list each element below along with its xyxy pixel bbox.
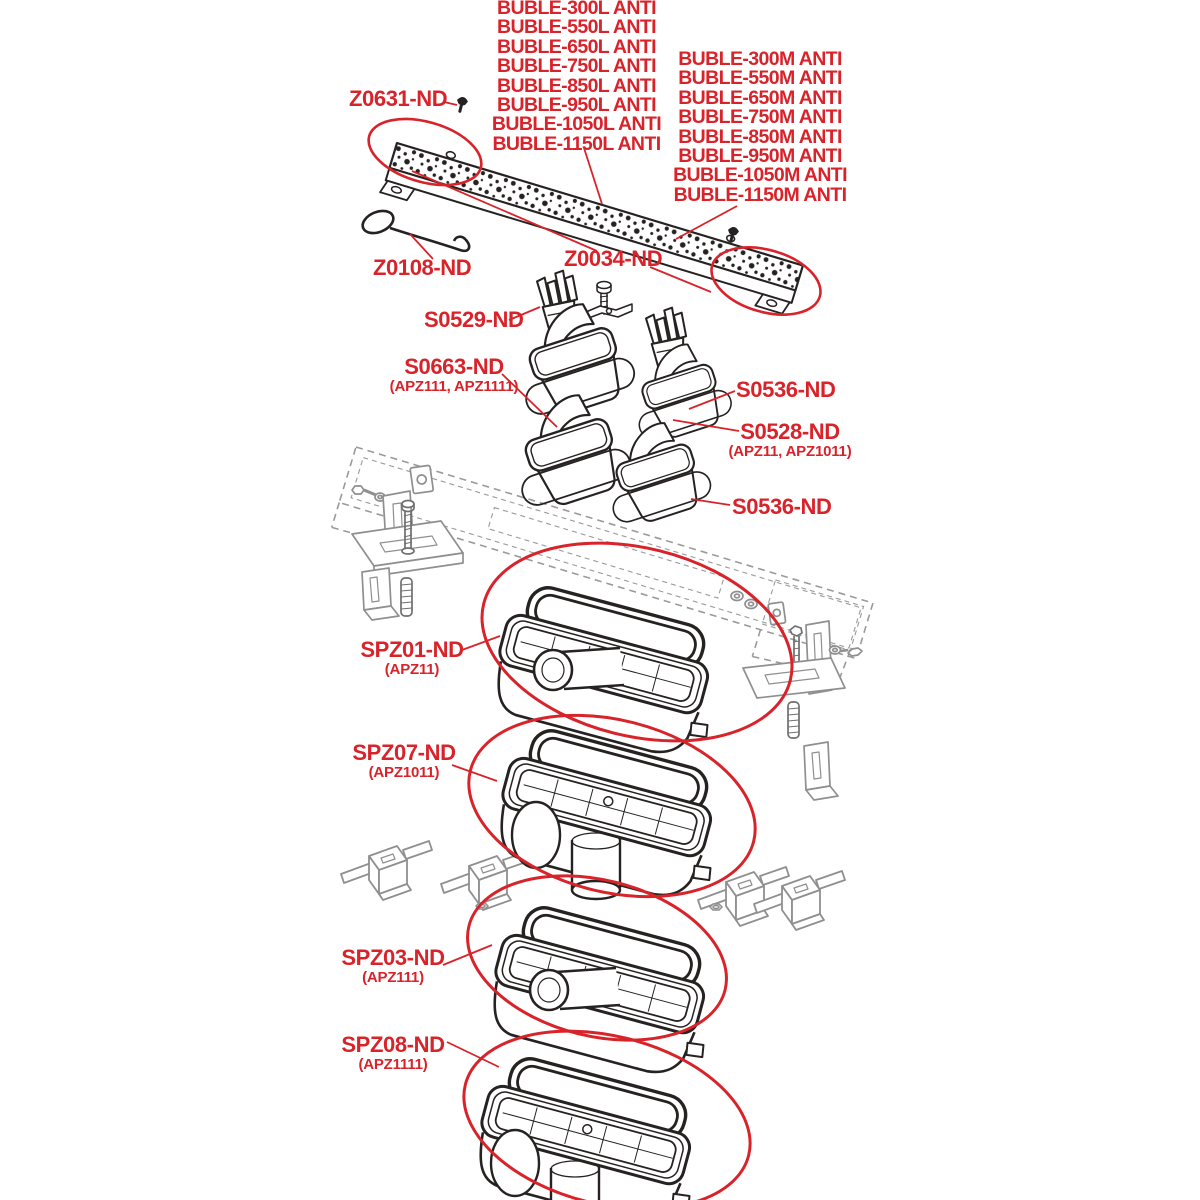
grate-variant-label: BUBLE-950L ANTI: [497, 93, 656, 116]
grate-variant-label: BUBLE-300L ANTI: [497, 0, 656, 19]
grate-variant-label: BUBLE-1050M ANTI: [673, 164, 847, 187]
part-label-s0529: S0529-ND: [424, 307, 524, 332]
left-wall-bracket-assembly: [352, 465, 463, 620]
nut-icon: [710, 904, 722, 910]
part-label-s0663: [388, 356, 520, 395]
hex-bolt-icon: [352, 486, 385, 501]
siphon-insert-bucket: [619, 336, 736, 447]
grate-variant-label: BUBLE-550L ANTI: [497, 16, 656, 39]
part-label-z0108: Z0108-ND: [373, 255, 472, 280]
part-label-z0034: Z0034-ND: [564, 246, 663, 271]
hook-tool: [359, 207, 469, 251]
channel-clip: [441, 851, 532, 910]
part-label-spz03: [337, 947, 449, 986]
part-label-spz07: [348, 742, 460, 781]
part-label-s0536-lower: S0536-ND: [732, 494, 832, 519]
part-models: (APZ111): [362, 969, 424, 986]
part-models: (APZ1111): [358, 1056, 428, 1073]
channel-clip: [341, 841, 432, 900]
trap-bottom-outlet-spz08: [467, 1050, 716, 1200]
part-code: SPZ07-ND: [352, 740, 456, 765]
grate-variant-label: BUBLE-300M ANTI: [678, 48, 842, 70]
grate-variant-label: BUBLE-650L ANTI: [497, 35, 656, 58]
part-models: (APZ1011): [368, 764, 440, 781]
part-label-s0528: [728, 421, 852, 460]
screw-washer-icon: [830, 646, 863, 656]
trap-side-outlet-spz01: [485, 579, 734, 764]
grate-variant-label: BUBLE-750L ANTI: [497, 55, 656, 78]
part-label-s0536-upper: S0536-ND: [736, 377, 836, 402]
grate-variant-label: BUBLE-850M ANTI: [678, 125, 842, 148]
trap-side-outlet-spz03: [481, 899, 730, 1084]
right-wall-bracket-assembly: [731, 592, 862, 801]
anchor-plate-icon: [410, 465, 433, 494]
part-models: (APZ111, APZ1111): [389, 378, 519, 395]
grate-variant-label: BUBLE-650M ANTI: [678, 86, 842, 109]
part-models: (APZ11, APZ1011): [728, 443, 852, 460]
grate-variant-label: BUBLE-850L ANTI: [497, 74, 656, 97]
part-code: SPZ01-ND: [360, 637, 464, 662]
grate-mid-variants-list: [672, 50, 848, 205]
part-label-spz08: [337, 1034, 449, 1073]
part-code: S0663-ND: [404, 354, 504, 379]
part-code: SPZ03-ND: [341, 945, 445, 970]
grate-variant-label: BUBLE-1050L ANTI: [491, 113, 662, 136]
clamp-plate: [586, 304, 632, 319]
part-label-z0631: Z0631-ND: [349, 86, 448, 111]
part-label-spz01: [356, 639, 468, 678]
grate-low-variants-list: [489, 0, 664, 154]
wall-plug-icon: [401, 578, 412, 616]
grate-variant-label: BUBLE-550M ANTI: [678, 67, 842, 90]
grate-variant-label: BUBLE-1150L ANTI: [492, 132, 661, 155]
grate-variant-label: BUBLE-1150M ANTI: [673, 183, 847, 206]
part-code: S0528-ND: [740, 419, 840, 444]
wall-plug-icon: [788, 702, 799, 738]
part-models: (APZ11): [384, 661, 440, 678]
grate-variant-label: BUBLE-750M ANTI: [678, 106, 842, 129]
part-code: SPZ08-ND: [341, 1032, 445, 1057]
grate-variant-label: BUBLE-950M ANTI: [678, 144, 842, 167]
